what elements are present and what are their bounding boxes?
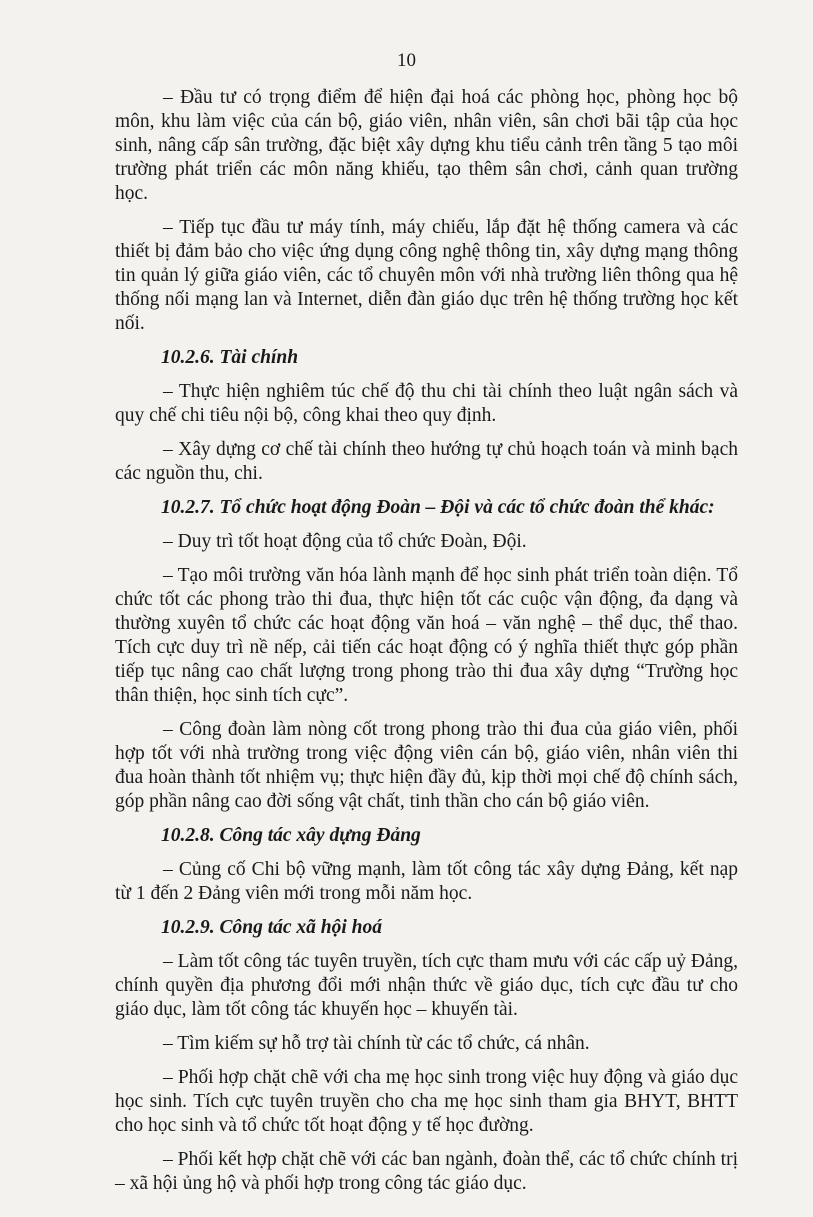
section-heading-finance: 10.2.6. Tài chính xyxy=(161,347,299,368)
paragraph-it-investment: – Tiếp tục đầu tư máy tính, máy chiếu, lắp đặt hệ thống camera và các thiết bị đảm bảo cho việc ứng dụng công nghệ thông tin, xây dựng mạng thông tin quản lý giữa giáo viên, các tổ chuyên môn với nhà trường liên thông qua hệ thống nối mạng lan và Internet, diễn đàn giáo dục trên hệ thống trường học kết nối. xyxy=(115,217,738,334)
section-heading-party-building: 10.2.8. Công tác xây dựng Đảng xyxy=(161,825,421,846)
paragraph-finance-mechanism: – Xây dựng cơ chế tài chính theo hướng tự chủ hoạch toán và minh bạch các nguồn thu, chi. xyxy=(115,439,738,484)
paragraph-facilities-investment: – Đầu tư có trọng điểm để hiện đại hoá các phòng học, phòng học bộ môn, khu làm việc của cán bộ, giáo viên, nhân viên, sân chơi bãi tập của học sinh, nâng cấp sân trường, đặc biệt xây dựng khu tiểu cảnh trên tầng 5 tạo môi trường phát triển các môn năng khiếu, tạo thêm sân chơi, cảnh quan trường học. xyxy=(115,87,738,204)
paragraph-party-cell: – Củng cố Chi bộ vững mạnh, làm tốt công tác xây dựng Đảng, kết nạp từ 1 đến 2 Đảng viên mới trong mỗi năm học. xyxy=(115,859,738,904)
paragraph-maintain-union: – Duy trì tốt hoạt động của tổ chức Đoàn, Đội. xyxy=(163,531,527,552)
section-heading-youth-union: 10.2.7. Tổ chức hoạt động Đoàn – Đội và các tổ chức đoàn thể khác: xyxy=(161,497,715,518)
paragraph-cultural-environment: – Tạo môi trường văn hóa lành mạnh để học sinh phát triển toàn diện. Tổ chức tốt các phong trào thi đua, thực hiện tốt các cuộc vận động, đa dạng và thường xuyên tổ chức các hoạt động văn hoá – văn nghệ – thể dục, thể thao. Tích cực duy trì nề nếp, cải tiến các hoạt động có ý nghĩa thiết thực góp phần tiếp tục nâng cao chất lượng trong phong trào thi đua xây dựng “Trường học thân thiện, học sinh tích cực”. xyxy=(115,565,738,706)
paragraph-propaganda: – Làm tốt công tác tuyên truyền, tích cực tham mưu với các cấp uỷ Đảng, chính quyền địa phương đổi mới nhận thức về giáo dục, tích cực đầu tư cho giáo dục, làm tốt công tác khuyến học – khuyến tài. xyxy=(115,951,738,1020)
paragraph-financial-support: – Tìm kiếm sự hỗ trợ tài chính từ các tổ chức, cá nhân. xyxy=(163,1033,590,1054)
paragraph-agencies-cooperation: – Phối kết hợp chặt chẽ với các ban ngành, đoàn thể, các tổ chức chính trị – xã hội ủng hộ và phối hợp trong công tác giáo dục. xyxy=(115,1149,738,1194)
page-content xyxy=(115,86,738,1206)
page-number: 10 xyxy=(397,50,416,71)
paragraph-parents-cooperation: – Phối hợp chặt chẽ với cha mẹ học sinh trong việc huy động và giáo dục học sinh. Tích cực tuyên truyền cho cha mẹ học sinh tham gia BHYT, BHTT cho học sinh và tổ chức tốt hoạt động y tế học đường. xyxy=(115,1067,738,1136)
section-heading-socialization: 10.2.9. Công tác xã hội hoá xyxy=(161,917,383,938)
paragraph-trade-union: – Công đoàn làm nòng cốt trong phong trào thi đua của giáo viên, phối hợp tốt với nhà trường trong việc động viên cán bộ, giáo viên, nhân viên thi đua hoàn thành tốt nhiệm vụ; thực hiện đầy đủ, kịp thời mọi chế độ chính sách, góp phần nâng cao đời sống vật chất, tinh thần cho cán bộ giáo viên. xyxy=(115,719,738,812)
paragraph-finance-rules: – Thực hiện nghiêm túc chế độ thu chi tài chính theo luật ngân sách và quy chế chi tiêu nội bộ, công khai theo quy định. xyxy=(115,381,738,426)
